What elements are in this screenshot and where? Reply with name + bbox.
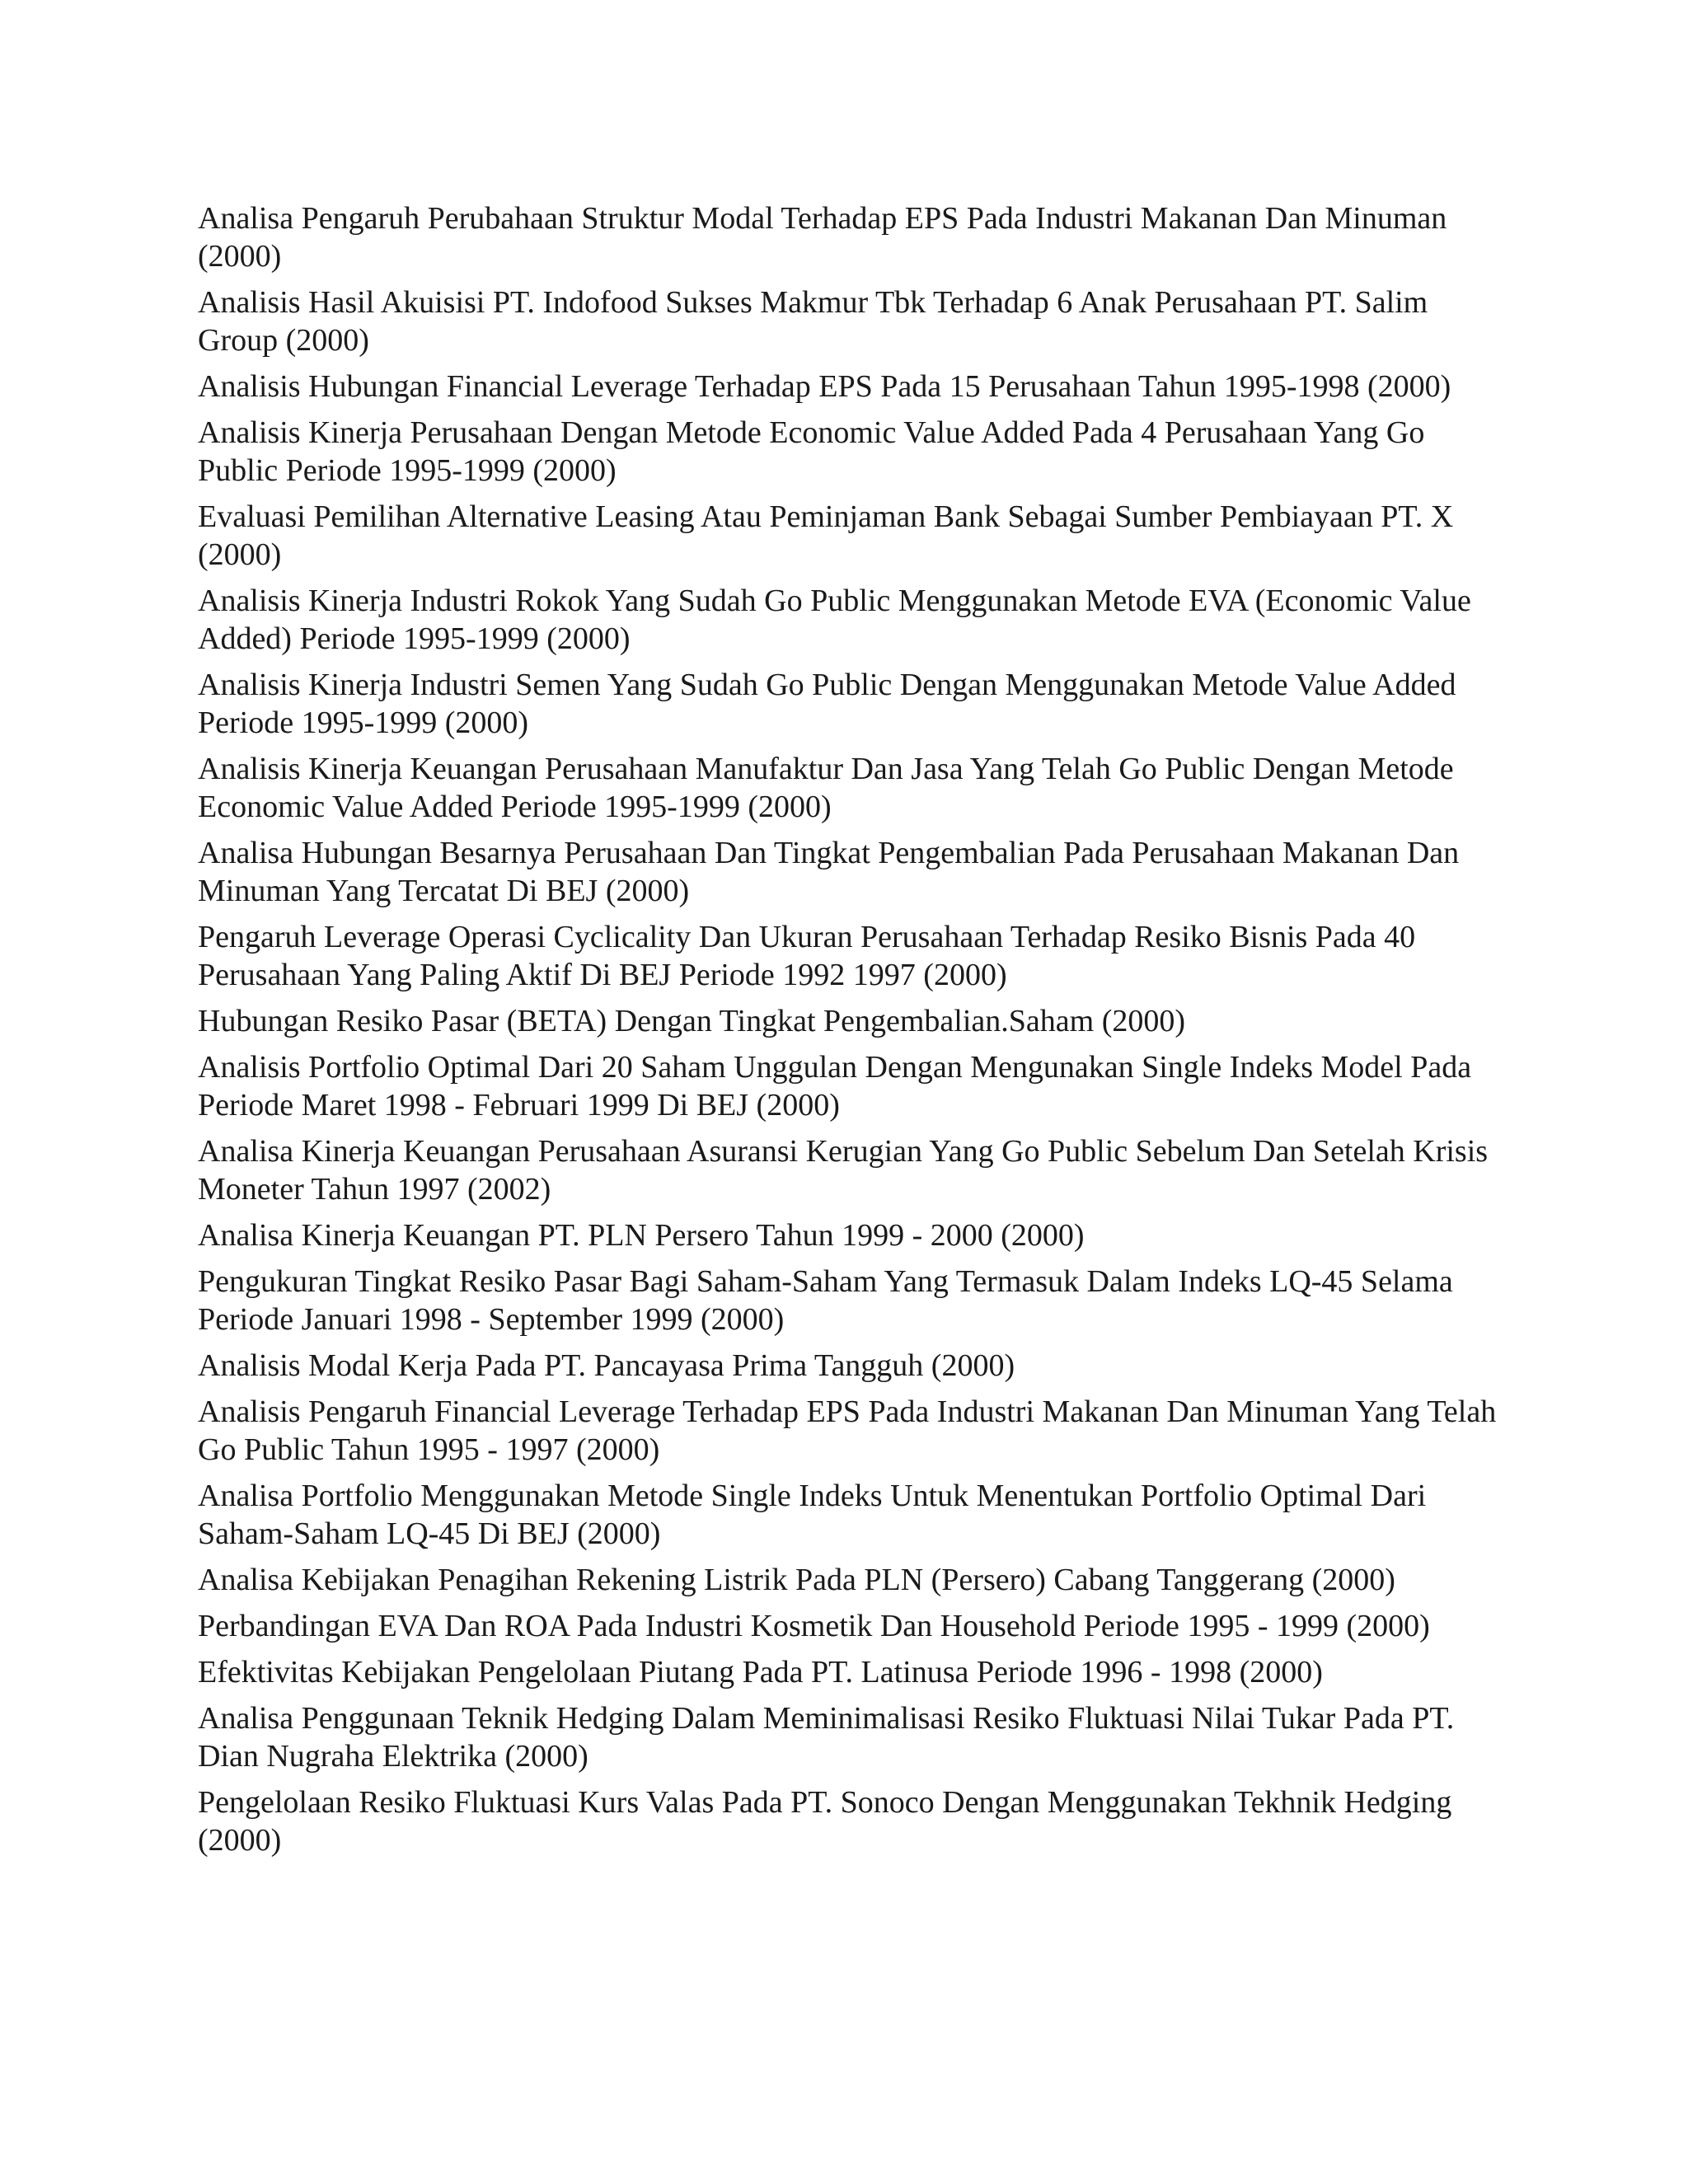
- list-item: Analisis Kinerja Industri Rokok Yang Sudah Go Public Menggunakan Metode EVA (Economic Value Added) Periode 1995-1999 (2000): [198, 583, 1471, 656]
- list-item: Pengelolaan Resiko Fluktuasi Kurs Valas Pada PT. Sonoco Dengan Menggunakan Tekhnik Hedging (2000): [198, 1785, 1452, 1858]
- list-item: Analisa Hubungan Besarnya Perusahaan Dan Tingkat Pengembalian Pada Perusahaan Makanan Dan Minuman Yang Tercatat Di BEJ (2000): [198, 836, 1460, 908]
- list-item: Pengukuran Tingkat Resiko Pasar Bagi Saham-Saham Yang Termasuk Dalam Indeks LQ-45 Selama Periode Januari 1998 - September 1999 (2000): [198, 1264, 1453, 1337]
- list-item: Analisa Penggunaan Teknik Hedging Dalam Meminimalisasi Resiko Fluktuasi Nilai Tukar Pada PT. Dian Nugraha Elektrika (2000): [198, 1701, 1455, 1774]
- list-item: Analisis Hubungan Financial Leverage Terhadap EPS Pada 15 Perusahaan Tahun 1995-1998 (2000): [198, 369, 1451, 404]
- list-item: Analisis Portfolio Optimal Dari 20 Saham Unggulan Dengan Mengunakan Single Indeks Model Pada Periode Maret 1998 - Februari 1999 Di BEJ (2000): [198, 1050, 1472, 1122]
- list-item: Analisis Modal Kerja Pada PT. Pancayasa Prima Tangguh (2000): [198, 1348, 1015, 1383]
- list-item: Hubungan Resiko Pasar (BETA) Dengan Tingkat Pengembalian.Saham (2000): [198, 1004, 1186, 1038]
- list-item: Analisa Portfolio Menggunakan Metode Single Indeks Untuk Menentukan Portfolio Optimal Dari Saham-Saham LQ-45 Di BEJ (2000): [198, 1479, 1427, 1551]
- list-item: Analisa Kebijakan Penagihan Rekening Listrik Pada PLN (Persero) Cabang Tanggerang (2000): [198, 1563, 1395, 1597]
- list-item: Analisis Pengaruh Financial Leverage Terhadap EPS Pada Industri Makanan Dan Minuman Yang Telah Go Public Tahun 1995 - 1997 (2000): [198, 1394, 1497, 1467]
- list-item: Analisa Kinerja Keuangan PT. PLN Persero Tahun 1999 - 2000 (2000): [198, 1218, 1085, 1253]
- list-item: Analisis Hasil Akuisisi PT. Indofood Sukses Makmur Tbk Terhadap 6 Anak Perusahaan PT. Salim Group (2000): [198, 285, 1428, 358]
- list-item: Analisis Kinerja Industri Semen Yang Sudah Go Public Dengan Menggunakan Metode Value Added Periode 1995-1999 (2000): [198, 668, 1456, 740]
- list-item: Analisa Kinerja Keuangan Perusahaan Asuransi Kerugian Yang Go Public Sebelum Dan Setelah Krisis Moneter Tahun 1997 (2002): [198, 1134, 1489, 1207]
- thesis-title-list: [198, 199, 1500, 1868]
- list-item: Analisa Pengaruh Perubahaan Struktur Modal Terhadap EPS Pada Industri Makanan Dan Minuman (2000): [198, 201, 1447, 274]
- list-item: Analisis Kinerja Keuangan Perusahaan Manufaktur Dan Jasa Yang Telah Go Public Dengan Metode Economic Value Added Periode 1995-1999 (2000): [198, 752, 1454, 824]
- list-item: Perbandingan EVA Dan ROA Pada Industri Kosmetik Dan Household Periode 1995 - 1999 (2000): [198, 1609, 1430, 1643]
- list-item: Efektivitas Kebijakan Pengelolaan Piutang Pada PT. Latinusa Periode 1996 - 1998 (2000): [198, 1655, 1323, 1690]
- list-item: Evaluasi Pemilihan Alternative Leasing Atau Peminjaman Bank Sebagai Sumber Pembiayaan PT. X (2000): [198, 499, 1454, 572]
- list-item: Pengaruh Leverage Operasi Cyclicality Dan Ukuran Perusahaan Terhadap Resiko Bisnis Pada 40 Perusahaan Yang Paling Aktif Di BEJ Periode 1992 1997 (2000): [198, 920, 1416, 992]
- list-item: Analisis Kinerja Perusahaan Dengan Metode Economic Value Added Pada 4 Perusahaan Yang Go Public Periode 1995-1999 (2000): [198, 415, 1425, 488]
